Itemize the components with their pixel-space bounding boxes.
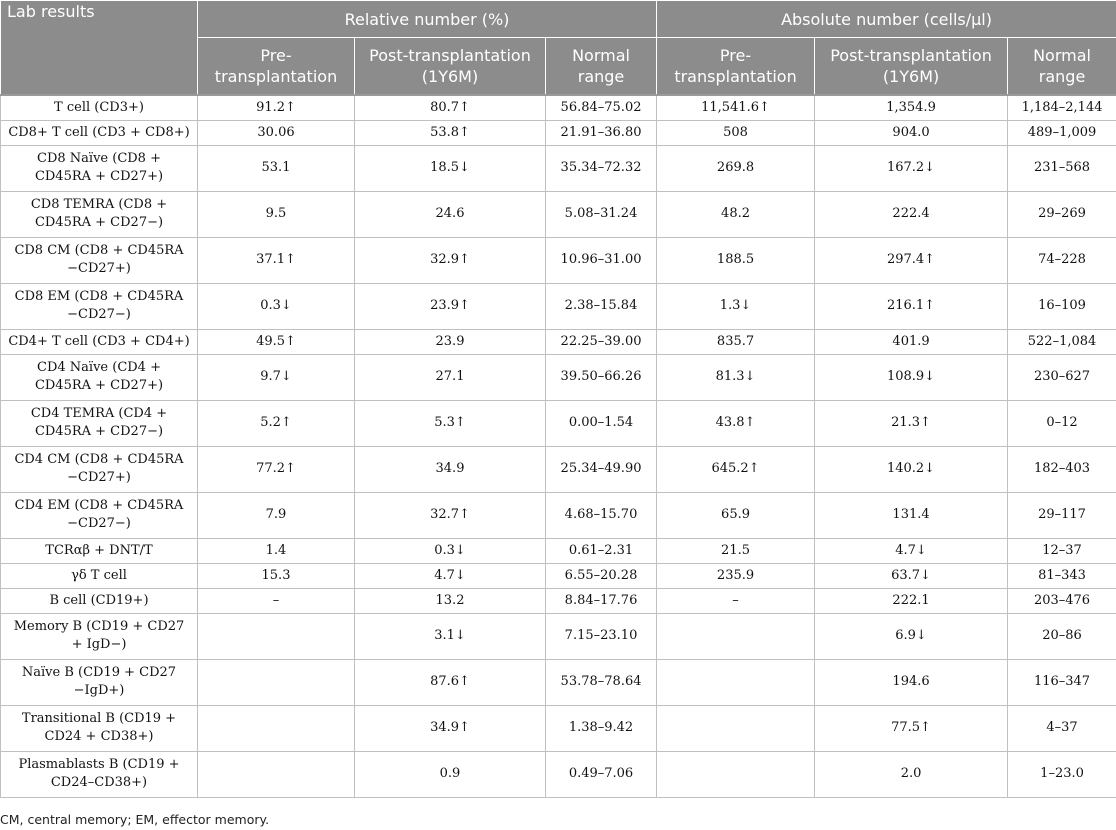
- table-cell: [657, 614, 815, 660]
- table-cell: 0.3↓: [198, 284, 355, 330]
- table-cell: 230–627: [1008, 355, 1116, 401]
- table-cell: 297.4↑: [815, 238, 1008, 284]
- table-cell: 1–23.0: [1008, 752, 1116, 798]
- table-cell: 29–269: [1008, 192, 1116, 238]
- table-cell: 0–12: [1008, 401, 1116, 447]
- table-cell: 1,184–2,144: [1008, 95, 1116, 121]
- table-cell: 53.8↑: [355, 121, 546, 146]
- table-cell: 80.7↑: [355, 95, 546, 121]
- row-label: CD4+ T cell (CD3 + CD4+): [1, 330, 198, 355]
- table-cell: 53.1: [198, 146, 355, 192]
- table-row: [1, 238, 1116, 284]
- table-cell: 10.96–31.00: [546, 238, 657, 284]
- row-label: CD8 EM (CD8 + CD45RA −CD27−): [1, 284, 198, 330]
- table-row: [1, 752, 1116, 798]
- table-row: [1, 121, 1116, 146]
- table-cell: 5.08–31.24: [546, 192, 657, 238]
- row-label: T cell (CD3+): [1, 95, 198, 121]
- table-cell: 9.5: [198, 192, 355, 238]
- table-cell: 835.7: [657, 330, 815, 355]
- row-label: TCRαβ + DNT/T: [1, 539, 198, 564]
- table-cell: 23.9↑: [355, 284, 546, 330]
- table-cell: 34.9↑: [355, 706, 546, 752]
- table-cell: 2.0: [815, 752, 1008, 798]
- table-row: [1, 660, 1116, 706]
- lab-results-header: Lab results: [1, 1, 198, 96]
- row-label: CD8+ T cell (CD3 + CD8+): [1, 121, 198, 146]
- row-label: CD8 CM (CD8 + CD45RA −CD27+): [1, 238, 198, 284]
- column-header: Post-transplantation (1Y6M): [355, 38, 546, 96]
- table-cell: 167.2↓: [815, 146, 1008, 192]
- table-cell: 1.4: [198, 539, 355, 564]
- table-cell: 1.3↓: [657, 284, 815, 330]
- table-cell: 5.2↑: [198, 401, 355, 447]
- table-body: [1, 95, 1116, 798]
- table-cell: 81–343: [1008, 564, 1116, 589]
- table-cell: [657, 660, 815, 706]
- column-header: Post-transplantation (1Y6M): [815, 38, 1008, 96]
- table-cell: –: [198, 589, 355, 614]
- table-cell: 0.00–1.54: [546, 401, 657, 447]
- table-cell: [198, 614, 355, 660]
- table-cell: 0.49–7.06: [546, 752, 657, 798]
- table-cell: 34.9: [355, 447, 546, 493]
- table-cell: 29–117: [1008, 493, 1116, 539]
- row-label: CD8 Naïve (CD8 + CD45RA + CD27+): [1, 146, 198, 192]
- table-footnote: CM, central memory; EM, effector memory.: [0, 812, 270, 827]
- table-cell: 23.9: [355, 330, 546, 355]
- table-cell: 77.5↑: [815, 706, 1008, 752]
- table-cell: 522–1,084: [1008, 330, 1116, 355]
- table-cell: 1,354.9: [815, 95, 1008, 121]
- table-cell: 216.1↑: [815, 284, 1008, 330]
- table-cell: 18.5↓: [355, 146, 546, 192]
- table-row: [1, 355, 1116, 401]
- table-cell: 11,541.6↑: [657, 95, 815, 121]
- table-cell: [657, 752, 815, 798]
- table-row: [1, 589, 1116, 614]
- table-cell: [198, 660, 355, 706]
- table-cell: 21.91–36.80: [546, 121, 657, 146]
- table-cell: 0.9: [355, 752, 546, 798]
- table-cell: –: [657, 589, 815, 614]
- table-cell: 63.7↓: [815, 564, 1008, 589]
- table-row: [1, 614, 1116, 660]
- table-cell: 140.2↓: [815, 447, 1008, 493]
- table-header: [1, 1, 1116, 96]
- row-label: CD4 Naïve (CD4 + CD45RA + CD27+): [1, 355, 198, 401]
- column-header: Normal range: [1008, 38, 1116, 96]
- table-cell: [198, 706, 355, 752]
- table-cell: 35.34–72.32: [546, 146, 657, 192]
- column-header: Pre-transplantation: [198, 38, 355, 96]
- row-label: CD4 EM (CD8 + CD45RA −CD27−): [1, 493, 198, 539]
- table-cell: 4.7↓: [815, 539, 1008, 564]
- table-cell: 222.1: [815, 589, 1008, 614]
- table-row: [1, 493, 1116, 539]
- table-cell: 37.1↑: [198, 238, 355, 284]
- row-label: Memory B (CD19 + CD27 + IgD−): [1, 614, 198, 660]
- table-row: [1, 330, 1116, 355]
- row-label: Plasmablasts B (CD19 + CD24–CD38+): [1, 752, 198, 798]
- row-label: B cell (CD19+): [1, 589, 198, 614]
- table-cell: 49.5↑: [198, 330, 355, 355]
- table-cell: 5.3↑: [355, 401, 546, 447]
- table-cell: 74–228: [1008, 238, 1116, 284]
- table-cell: 48.2: [657, 192, 815, 238]
- table-cell: 27.1: [355, 355, 546, 401]
- table-cell: 131.4: [815, 493, 1008, 539]
- table-cell: 7.15–23.10: [546, 614, 657, 660]
- table-cell: 9.7↓: [198, 355, 355, 401]
- table-cell: 508: [657, 121, 815, 146]
- table-cell: 22.25–39.00: [546, 330, 657, 355]
- table-row: [1, 401, 1116, 447]
- table-cell: 6.55–20.28: [546, 564, 657, 589]
- table-cell: 4.7↓: [355, 564, 546, 589]
- table-row: [1, 564, 1116, 589]
- table-cell: 6.9↓: [815, 614, 1008, 660]
- table-cell: 0.61–2.31: [546, 539, 657, 564]
- column-header: Pre-transplantation: [657, 38, 815, 96]
- row-label: Transitional B (CD19 + CD24 + CD38+): [1, 706, 198, 752]
- table-cell: 56.84–75.02: [546, 95, 657, 121]
- table-cell: 203–476: [1008, 589, 1116, 614]
- column-header: Normal range: [546, 38, 657, 96]
- table-row: [1, 284, 1116, 330]
- table-cell: 182–403: [1008, 447, 1116, 493]
- table-cell: 43.8↑: [657, 401, 815, 447]
- row-label: Naïve B (CD19 + CD27 −IgD+): [1, 660, 198, 706]
- table-cell: 194.6: [815, 660, 1008, 706]
- table-cell: 30.06: [198, 121, 355, 146]
- table-cell: 91.2↑: [198, 95, 355, 121]
- table-cell: 53.78–78.64: [546, 660, 657, 706]
- table-cell: 32.9↑: [355, 238, 546, 284]
- table-cell: 231–568: [1008, 146, 1116, 192]
- table-cell: 32.7↑: [355, 493, 546, 539]
- table-cell: 15.3: [198, 564, 355, 589]
- table-cell: 16–109: [1008, 284, 1116, 330]
- table-cell: 489–1,009: [1008, 121, 1116, 146]
- table-cell: 645.2↑: [657, 447, 815, 493]
- table-cell: 904.0: [815, 121, 1008, 146]
- table-cell: 108.9↓: [815, 355, 1008, 401]
- table-cell: 235.9: [657, 564, 815, 589]
- table-cell: 65.9: [657, 493, 815, 539]
- table-cell: 13.2: [355, 589, 546, 614]
- table-cell: 25.34–49.90: [546, 447, 657, 493]
- table-cell: 4.68–15.70: [546, 493, 657, 539]
- absolute-number-header: Absolute number (cells/μl): [657, 1, 1116, 38]
- table-cell: 1.38–9.42: [546, 706, 657, 752]
- table-cell: 222.4: [815, 192, 1008, 238]
- table-cell: 21.3↑: [815, 401, 1008, 447]
- row-label: CD4 CM (CD8 + CD45RA −CD27+): [1, 447, 198, 493]
- table-cell: [198, 752, 355, 798]
- table-row: [1, 95, 1116, 121]
- table-cell: 2.38–15.84: [546, 284, 657, 330]
- table-cell: 8.84–17.76: [546, 589, 657, 614]
- table-cell: 0.3↓: [355, 539, 546, 564]
- table-cell: 12–37: [1008, 539, 1116, 564]
- table-cell: 21.5: [657, 539, 815, 564]
- relative-number-header: Relative number (%): [198, 1, 657, 38]
- table-cell: 77.2↑: [198, 447, 355, 493]
- row-label: γδ T cell: [1, 564, 198, 589]
- row-label: CD4 TEMRA (CD4 + CD45RA + CD27−): [1, 401, 198, 447]
- table-cell: 3.1↓: [355, 614, 546, 660]
- table-cell: 4–37: [1008, 706, 1116, 752]
- table-row: [1, 706, 1116, 752]
- table-cell: [657, 706, 815, 752]
- table-row: [1, 447, 1116, 493]
- table-cell: 20–86: [1008, 614, 1116, 660]
- table-cell: 39.50–66.26: [546, 355, 657, 401]
- table-cell: 81.3↓: [657, 355, 815, 401]
- table-cell: 24.6: [355, 192, 546, 238]
- table-cell: 87.6↑: [355, 660, 546, 706]
- table-cell: 269.8: [657, 146, 815, 192]
- table-row: [1, 192, 1116, 238]
- table-row: [1, 539, 1116, 564]
- table-row: [1, 146, 1116, 192]
- table-cell: 7.9: [198, 493, 355, 539]
- row-label: CD8 TEMRA (CD8 + CD45RA + CD27−): [1, 192, 198, 238]
- table-cell: 188.5: [657, 238, 815, 284]
- table-cell: 116–347: [1008, 660, 1116, 706]
- table-cell: 401.9: [815, 330, 1008, 355]
